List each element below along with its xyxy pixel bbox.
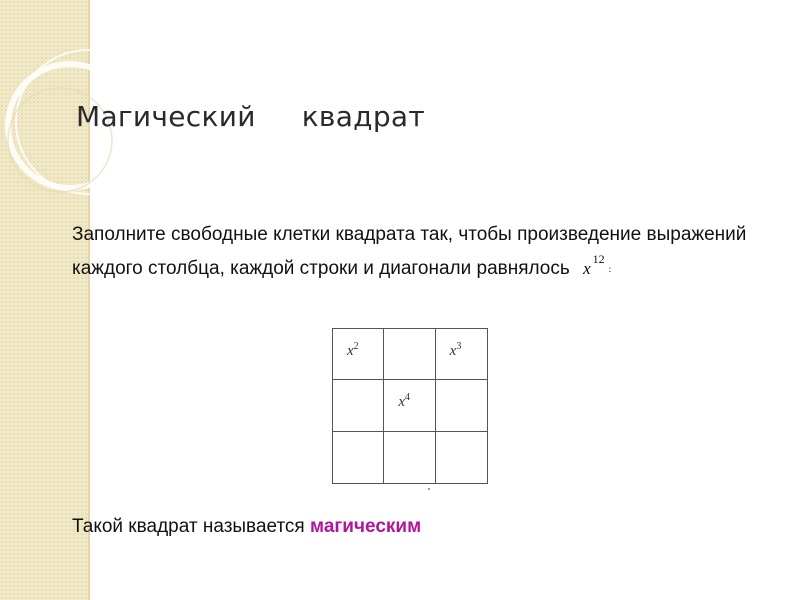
grid-cell-r2c1	[333, 380, 384, 431]
grid-cell-r2c2	[384, 380, 435, 431]
scan-speck	[428, 488, 430, 490]
footer-statement	[72, 516, 421, 538]
cell-expression	[398, 392, 410, 411]
cell-expression	[347, 341, 359, 360]
magic-square-grid	[332, 328, 488, 484]
cell-base: x	[449, 343, 457, 359]
task-description	[72, 222, 792, 282]
cell-expression	[450, 341, 462, 360]
page-title: Магический квадрат	[76, 100, 425, 133]
grid-cell-r1c2	[384, 329, 435, 380]
cell-exponent: 3	[456, 341, 462, 352]
formula-suffix: :	[608, 264, 612, 274]
grid-cell-r2c3	[436, 380, 487, 431]
cell-base: x	[347, 343, 354, 359]
grid-cell-r1c1	[333, 329, 384, 380]
target-formula	[583, 252, 612, 278]
cell-exponent: 2	[353, 341, 359, 352]
grid-cell-r1c3	[436, 329, 487, 380]
formula-base: x	[583, 259, 591, 278]
cell-base: x	[398, 394, 405, 411]
footer-highlight: магическим	[310, 516, 422, 537]
footer-text: Такой квадрат называется	[72, 516, 311, 537]
grid-cell-r3c1	[333, 432, 384, 483]
formula-exponent: 12	[592, 252, 605, 266]
task-text: Заполните свободные клетки квадрата так, чтобы произведение выражений каждого столбца, каждой строки и диагонали равнялось	[72, 224, 747, 279]
grid-cell-r3c3	[436, 432, 487, 483]
cell-exponent: 4	[405, 392, 410, 404]
grid-cell-r3c2	[384, 432, 435, 483]
